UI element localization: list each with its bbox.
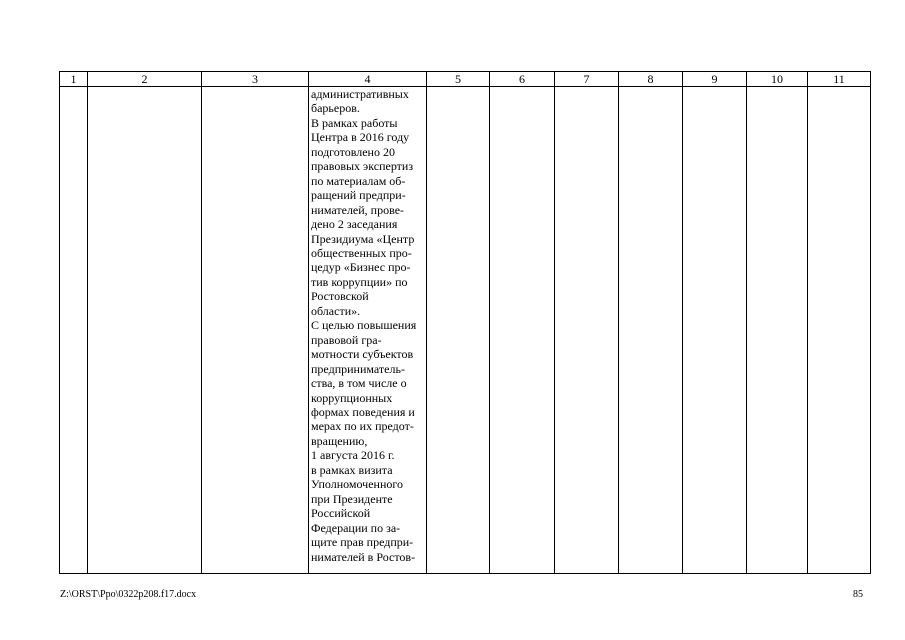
- table-cell-col-9: [683, 87, 747, 574]
- column-header-6: 6: [490, 72, 555, 87]
- table-cell-col-8: [619, 87, 683, 574]
- table-cell-col-10: [747, 87, 808, 574]
- text-line: мерах по их предот-: [311, 419, 414, 434]
- table-row: [60, 87, 871, 574]
- text-line: нимателей, прове-: [311, 202, 405, 217]
- text-line: щите прав предпри-: [311, 535, 414, 550]
- text-line: при Президенте: [311, 491, 393, 506]
- table-cell-col-3: [202, 87, 309, 574]
- text-line: Центра в 2016 году: [311, 130, 410, 145]
- text-line: Российской: [311, 506, 371, 521]
- table-header-row: [60, 72, 871, 87]
- text-line: ства, в том числе о: [311, 376, 407, 391]
- text-line: Ростовской: [311, 289, 369, 304]
- text-line: области».: [311, 303, 361, 318]
- text-line: Федерации по за-: [311, 520, 401, 535]
- text-line: В рамках работы: [311, 115, 398, 130]
- page-number: 85: [853, 589, 863, 600]
- column-4-text: [309, 87, 426, 564]
- table-cell-col-4: [309, 87, 427, 574]
- column-header-10: 10: [747, 72, 808, 87]
- text-line: коррупционных: [311, 390, 393, 405]
- table-cell-col-7: [555, 87, 619, 574]
- text-line: формах поведения и: [311, 404, 415, 419]
- text-line: правовых экспертиз: [311, 159, 414, 174]
- column-header-7: 7: [555, 72, 619, 87]
- text-line: подготовлено 20: [311, 144, 395, 159]
- table-cell-col-1: [60, 87, 88, 574]
- column-header-9: 9: [683, 72, 747, 87]
- column-header-2: 2: [88, 72, 202, 87]
- column-header-8: 8: [619, 72, 683, 87]
- column-header-5: 5: [427, 72, 490, 87]
- footer-file-path: Z:\ORST\Ppo\0322p208.f17.docx: [60, 589, 197, 600]
- text-line: по материалам об-: [311, 173, 406, 188]
- column-header-1: 1: [60, 72, 88, 87]
- text-line: ращений предпри-: [311, 188, 406, 203]
- text-line: мотности субъектов: [311, 347, 414, 362]
- text-line: цедур «Бизнес про-: [311, 260, 411, 275]
- text-line: нимателей в Ростов-: [311, 549, 416, 564]
- table-cell-col-6: [490, 87, 555, 574]
- table-cell-col-2: [88, 87, 202, 574]
- text-line: предприниматель-: [311, 361, 405, 376]
- column-header-3: 3: [202, 72, 309, 87]
- text-line: барьеров.: [311, 101, 360, 116]
- text-line: 1 августа 2016 г.: [311, 448, 395, 463]
- text-line: Уполномоченного: [311, 477, 403, 492]
- column-header-11: 11: [808, 72, 871, 87]
- column-header-4: 4: [309, 72, 427, 87]
- text-line: вращению,: [311, 433, 368, 448]
- document-table: [59, 71, 871, 574]
- text-line: правовой гра-: [311, 332, 382, 347]
- text-line: в рамках визита: [311, 462, 393, 477]
- text-line: С целью повышения: [311, 318, 417, 333]
- text-line: Президиума «Центр: [311, 231, 415, 246]
- text-line: административных: [311, 87, 409, 101]
- text-line: общественных про-: [311, 245, 412, 260]
- table-cell-col-11: [808, 87, 871, 574]
- text-line: тив коррупции» по: [311, 274, 408, 289]
- table-cell-col-5: [427, 87, 490, 574]
- text-line: дено 2 заседания: [311, 217, 398, 232]
